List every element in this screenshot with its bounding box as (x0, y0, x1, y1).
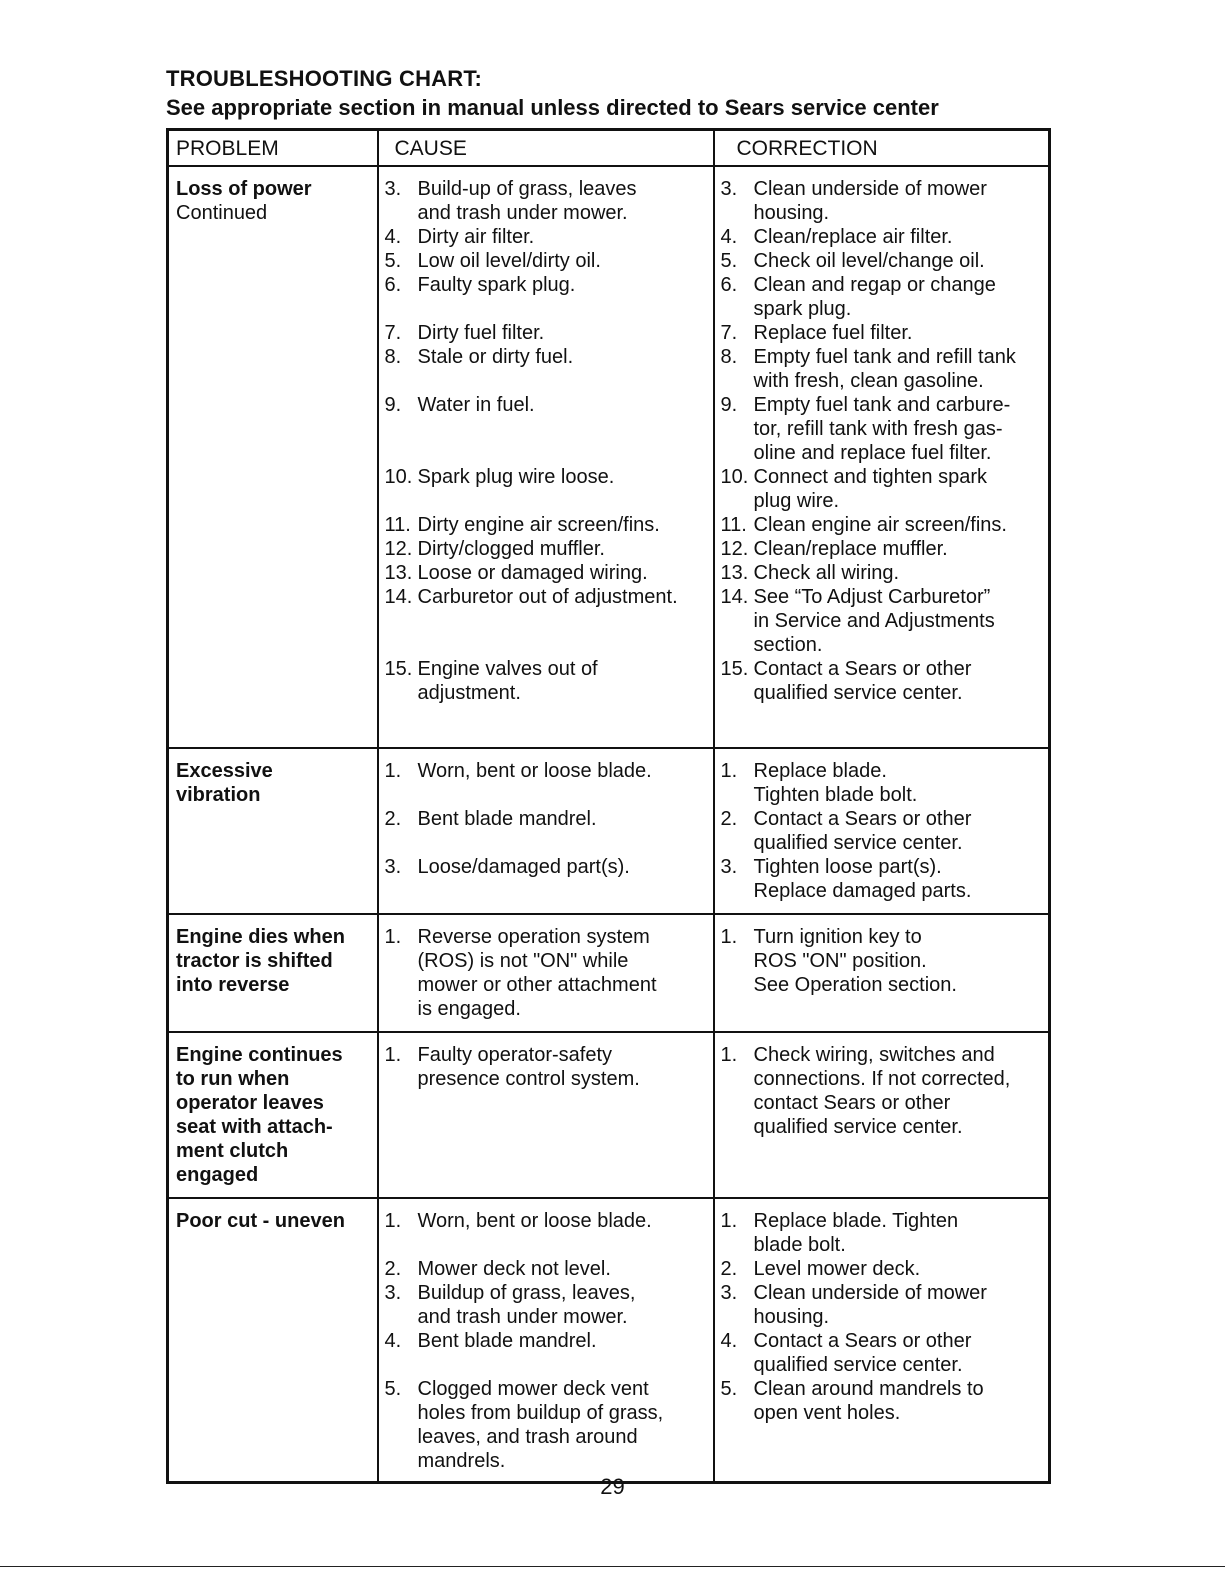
correction-text: Contact a Sears or other qualified service center. (753, 1330, 972, 1376)
cause-cell (378, 914, 714, 1032)
correction-item (721, 177, 1045, 225)
cause-text: Engine valves out of adjustment. (417, 658, 598, 704)
cause-item (385, 273, 709, 297)
correction-text: Clean/replace air filter. (753, 226, 953, 248)
table-row (168, 914, 1050, 1032)
spacer (385, 609, 709, 657)
correction-text: Check all wiring. (753, 562, 900, 584)
cause-text: Spark plug wire loose. (417, 466, 615, 488)
cause-text: Stale or dirty fuel. (417, 346, 574, 368)
correction-item (721, 925, 1045, 997)
correction-number: 5. (720, 1378, 738, 1400)
correction-cell (714, 748, 1050, 914)
correction-item (721, 1329, 1045, 1377)
cause-item (385, 1377, 709, 1473)
cause-item (385, 1329, 709, 1353)
correction-text: Replace blade. Tighten blade bolt. (753, 760, 918, 806)
correction-item (721, 393, 1045, 465)
correction-number: 1. (720, 760, 738, 782)
cause-item (385, 585, 709, 609)
cause-number: 5. (384, 1378, 402, 1400)
correction-text: Check wiring, switches and connections. If not corrected, contact Sears or other qualified service center. (753, 1044, 1011, 1138)
correction-number: 13. (720, 562, 749, 584)
cause-number: 13. (384, 562, 413, 584)
cause-item (385, 513, 709, 537)
cause-number: 8. (384, 346, 402, 368)
page-number: 29 (600, 1474, 625, 1499)
cause-item (385, 321, 709, 345)
correction-text: Replace fuel filter. (753, 322, 913, 344)
spacer (385, 1233, 709, 1257)
correction-item (721, 1209, 1045, 1257)
table-row (168, 1198, 1050, 1483)
problem-title: Engine dies when tractor is shifted into reverse (176, 926, 345, 996)
correction-text: Tighten loose part(s). Replace damaged parts. (753, 856, 972, 902)
correction-cell (714, 914, 1050, 1032)
correction-item (721, 561, 1045, 585)
cause-text: Buildup of grass, leaves, and trash under mower. (417, 1282, 636, 1328)
correction-cell (714, 1032, 1050, 1198)
table-row (168, 1032, 1050, 1198)
cause-cell (378, 166, 714, 748)
spacer (385, 783, 709, 807)
cause-number: 3. (384, 178, 402, 200)
correction-text: Clean and regap or change spark plug. (753, 274, 996, 320)
problem-note: Continued (176, 202, 268, 224)
correction-cell (714, 1198, 1050, 1483)
correction-cell (714, 166, 1050, 748)
correction-item (721, 585, 1045, 657)
correction-number: 4. (720, 1330, 738, 1352)
cause-item (385, 855, 709, 879)
correction-number: 12. (720, 538, 749, 560)
cause-number: 7. (384, 322, 402, 344)
correction-text: Clean underside of mower housing. (753, 1282, 987, 1328)
problem-title: Poor cut - uneven (176, 1210, 345, 1232)
correction-number: 14. (720, 586, 749, 608)
cause-item (385, 807, 709, 831)
table-body (168, 166, 1050, 1483)
page-subtitle: See appropriate section in manual unless directed to Sears service center (166, 95, 939, 120)
spacer (385, 831, 709, 855)
cause-text: Loose/damaged part(s). (417, 856, 630, 878)
cause-number: 1. (384, 926, 402, 948)
correction-number: 3. (720, 856, 738, 878)
cause-item (385, 465, 709, 489)
correction-item (721, 321, 1045, 345)
correction-text: Clean/replace muffler. (753, 538, 948, 560)
bottom-rule (0, 1566, 1225, 1567)
cause-item (385, 1257, 709, 1281)
cause-text: Build-up of grass, leaves and trash under mower. (417, 178, 637, 224)
correction-number: 3. (720, 178, 738, 200)
correction-item (721, 249, 1045, 273)
correction-number: 15. (720, 658, 749, 680)
problem-cell (168, 166, 378, 748)
correction-text: Check oil level/change oil. (753, 250, 985, 272)
cause-number: 1. (384, 760, 402, 782)
cause-text: Worn, bent or loose blade. (417, 760, 652, 782)
correction-text: Contact a Sears or other qualified service center. (753, 658, 972, 704)
cause-text: Clogged mower deck vent holes from buildup of grass, leaves, and trash around mandrels. (417, 1378, 664, 1472)
cause-item (385, 177, 709, 225)
cause-cell (378, 1198, 714, 1483)
correction-item (721, 465, 1045, 513)
spacer (385, 1353, 709, 1377)
cause-text: Mower deck not level. (417, 1258, 611, 1280)
spacer (385, 369, 709, 393)
cause-cell (378, 748, 714, 914)
correction-text: Level mower deck. (753, 1258, 921, 1280)
cause-item (385, 393, 709, 417)
problem-cell (168, 1032, 378, 1198)
cause-item (385, 925, 709, 1021)
correction-number: 8. (720, 346, 738, 368)
cause-number: 12. (384, 538, 413, 560)
cause-text: Dirty fuel filter. (417, 322, 545, 344)
header-cause: CAUSE (378, 130, 714, 167)
cause-text: Bent blade mandrel. (417, 1330, 597, 1352)
cause-item (385, 759, 709, 783)
correction-item (721, 273, 1045, 321)
problem-cell (168, 748, 378, 914)
correction-item (721, 1281, 1045, 1329)
cause-number: 14. (384, 586, 413, 608)
problem-title: Loss of power (176, 178, 312, 200)
cause-number: 10. (384, 466, 413, 488)
correction-number: 1. (720, 1044, 738, 1066)
cause-item (385, 1209, 709, 1233)
page-title: TROUBLESHOOTING CHART: (166, 66, 483, 91)
cause-number: 2. (384, 808, 402, 830)
spacer (385, 297, 709, 321)
correction-item (721, 1043, 1045, 1139)
correction-text: See “To Adjust Carburetor” in Service and Adjustments section. (753, 586, 995, 656)
troubleshooting-table (166, 128, 1051, 1484)
correction-number: 5. (720, 250, 738, 272)
cause-number: 6. (384, 274, 402, 296)
correction-text: Replace blade. Tighten blade bolt. (753, 1210, 959, 1256)
correction-text: Turn ignition key to ROS "ON" position. See Operation section. (753, 926, 957, 996)
problem-title: Engine continues to run when operator leaves seat with attach- ment clutch engaged (176, 1044, 343, 1186)
correction-item (721, 537, 1045, 561)
correction-text: Clean around mandrels to open vent holes. (753, 1378, 984, 1424)
correction-number: 10. (720, 466, 749, 488)
header-problem: PROBLEM (168, 130, 378, 167)
correction-number: 2. (720, 808, 738, 830)
cause-number: 4. (384, 1330, 402, 1352)
correction-item (721, 225, 1045, 249)
correction-item (721, 855, 1045, 903)
cause-text: Faulty operator-safety presence control system. (417, 1044, 640, 1090)
cause-item (385, 561, 709, 585)
cause-number: 1. (384, 1044, 402, 1066)
cause-item (385, 537, 709, 561)
correction-text: Clean underside of mower housing. (753, 178, 987, 224)
correction-text: Empty fuel tank and carbure- tor, refill tank with fresh gas- oline and replace fuel filter. (753, 394, 1011, 464)
cause-number: 11. (384, 514, 411, 536)
cause-number: 4. (384, 226, 402, 248)
correction-text: Contact a Sears or other qualified service center. (753, 808, 972, 854)
correction-item (721, 1257, 1045, 1281)
cause-text: Loose or damaged wiring. (417, 562, 648, 584)
correction-number: 1. (720, 926, 738, 948)
problem-cell (168, 1198, 378, 1483)
problem-title: Excessive vibration (176, 760, 273, 806)
table-row (168, 748, 1050, 914)
cause-text: Carburetor out of adjustment. (417, 586, 678, 608)
correction-number: 11. (720, 514, 747, 536)
cause-text: Dirty engine air screen/fins. (417, 514, 660, 536)
cause-number: 9. (384, 394, 402, 416)
cause-text: Faulty spark plug. (417, 274, 576, 296)
table-header-row (168, 130, 1050, 167)
cause-item (385, 225, 709, 249)
cause-number: 1. (384, 1210, 402, 1232)
cause-item (385, 1281, 709, 1329)
correction-number: 2. (720, 1258, 738, 1280)
cause-number: 15. (384, 658, 413, 680)
correction-number: 7. (720, 322, 738, 344)
cause-number: 3. (384, 856, 402, 878)
spacer (385, 417, 709, 465)
cause-number: 2. (384, 1258, 402, 1280)
correction-text: Clean engine air screen/fins. (753, 514, 1007, 536)
correction-number: 4. (720, 226, 738, 248)
cause-number: 3. (384, 1282, 402, 1304)
correction-item (721, 1377, 1045, 1425)
cause-number: 5. (384, 250, 402, 272)
cause-item (385, 345, 709, 369)
correction-item (721, 759, 1045, 807)
correction-item (721, 345, 1045, 393)
cause-text: Dirty/clogged muffler. (417, 538, 605, 560)
cause-item (385, 657, 709, 705)
correction-number: 1. (720, 1210, 738, 1232)
correction-number: 6. (720, 274, 738, 296)
correction-item (721, 513, 1045, 537)
cause-item (385, 1043, 709, 1091)
cause-text: Bent blade mandrel. (417, 808, 597, 830)
correction-text: Connect and tighten spark plug wire. (753, 466, 987, 512)
problem-cell (168, 914, 378, 1032)
correction-number: 3. (720, 1282, 738, 1304)
spacer (385, 489, 709, 513)
correction-item (721, 807, 1045, 855)
cause-text: Dirty air filter. (417, 226, 535, 248)
cause-text: Low oil level/dirty oil. (417, 250, 601, 272)
cause-text: Worn, bent or loose blade. (417, 1210, 652, 1232)
cause-item (385, 249, 709, 273)
cause-text: Reverse operation system (ROS) is not "ON" while mower or other attachment is engaged. (417, 926, 657, 1020)
cause-text: Water in fuel. (417, 394, 535, 416)
table-row (168, 166, 1050, 748)
correction-text: Empty fuel tank and refill tank with fresh, clean gasoline. (753, 346, 1016, 392)
cause-cell (378, 1032, 714, 1198)
header-correction: CORRECTION (714, 130, 1050, 167)
correction-number: 9. (720, 394, 738, 416)
correction-item (721, 657, 1045, 705)
